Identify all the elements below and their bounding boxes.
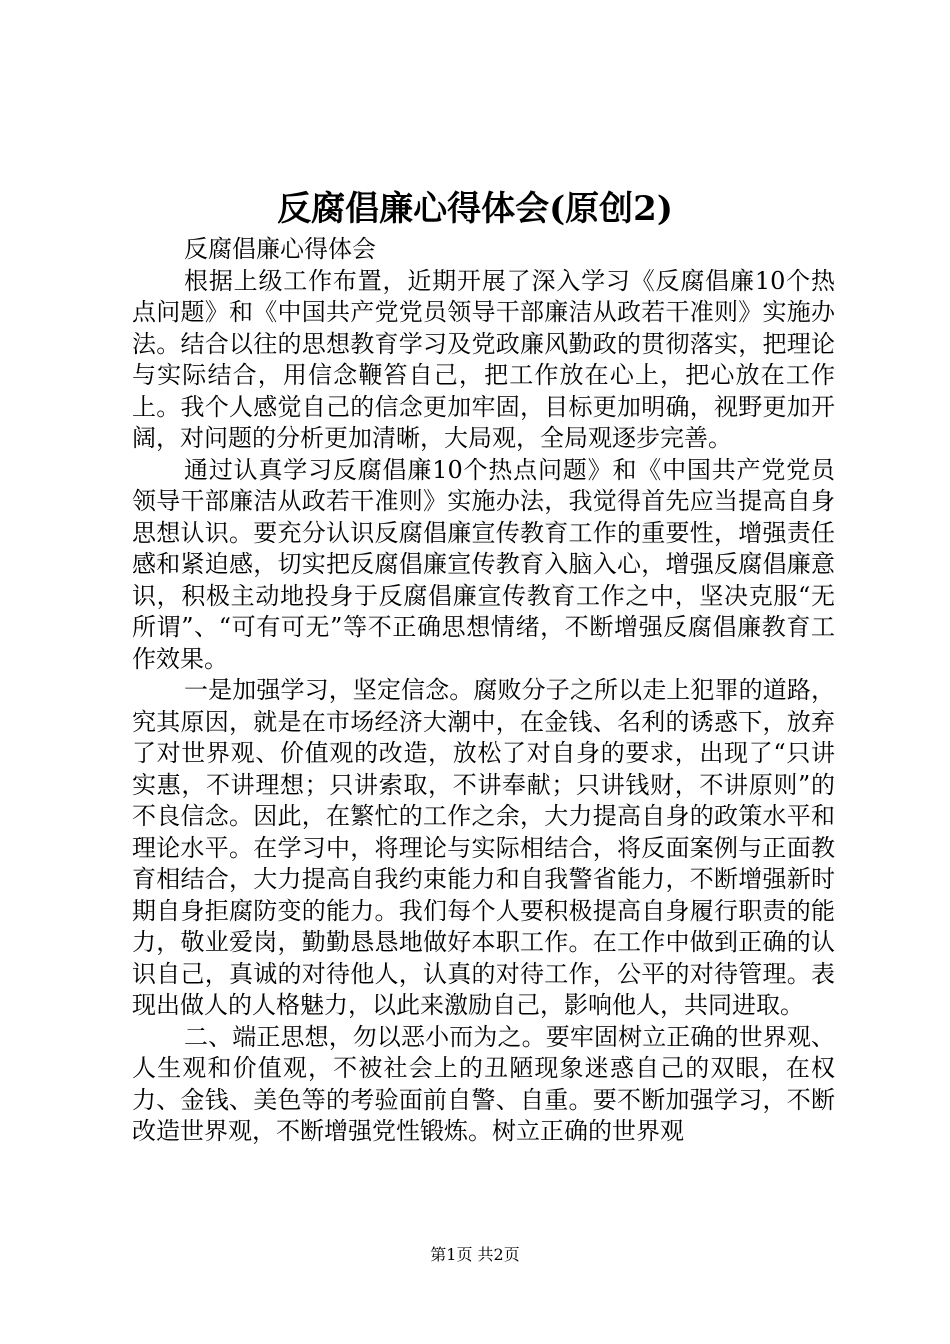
body-paragraph: 通过认真学习反腐倡廉10个热点问题》和《中国共产党党员领导干部廉洁从政若干准则》实施办法，我觉得首先应当提高自身思想认识。要充分认识反腐倡廉宣传教育工作的重要性，增强责任感和紧迫感，切实把反腐倡廉宣传教育入脑入心，增强反腐倡廉意识，积极主动地投身于反腐倡廉宣传教育工作之中，坚决克服“无所谓”、“可有可无”等不正确思想情绪，不断增强反腐倡廉教育工作效果。 <box>132 455 835 673</box>
page-footer: 第1页 共2页 <box>430 1245 520 1264</box>
document-body <box>132 234 835 1148</box>
document-title: 反腐倡廉心得体会(原创2) <box>277 189 673 229</box>
body-paragraph: 反腐倡廉心得体会 <box>184 235 376 263</box>
body-paragraph: 二、端正思想，勿以恶小而为之。要牢固树立正确的世界观、人生观和价值观，不被社会上的丑陋现象迷惑自己的双眼，在权力、金钱、美色等的考验面前自警、自重。要不断加强学习，不断改造世界观，不断增强党性锻炼。树立正确的世界观 <box>132 1022 835 1145</box>
body-paragraph: 一是加强学习，坚定信念。腐败分子之所以走上犯罪的道路，究其原因，就是在市场经济大潮中，在金钱、名利的诱惑下，放弃了对世界观、价值观的改造，放松了对自身的要求，出现了“只讲实惠，不讲理想；只讲索取，不讲奉献；只讲钱财，不讲原则”的不良信念。因此，在繁忙的工作之余，大力提高自身的政策水平和理论水平。在学习中，将理论与实际相结合，将反面案例与正面教育相结合，大力提高自我约束能力和自我警省能力，不断增强新时期自身拒腐防变的能力。我们每个人要积极提高自身履行职责的能力，敬业爱岗，勤勤恳恳地做好本职工作。在工作中做到正确的认识自己，真诚的对待他人，认真的对待工作，公平的对待管理。表现出做人的人格魅力，以此来激励自己，影响他人，共同进取。 <box>132 676 835 1019</box>
body-paragraph: 根据上级工作布置，近期开展了深入学习《反腐倡廉10个热点问题》和《中国共产党党员领导干部廉洁从政若干准则》实施办法。结合以往的思想教育学习及党政廉风勤政的贯彻落实，把理论与实际结合，用信念鞭笞自己，把工作放在心上，把心放在工作上。我个人感觉自己的信念更加牢固，目标更加明确，视野更加开阔，对问题的分析更加清晰，大局观，全局观逐步完善。 <box>132 266 835 452</box>
